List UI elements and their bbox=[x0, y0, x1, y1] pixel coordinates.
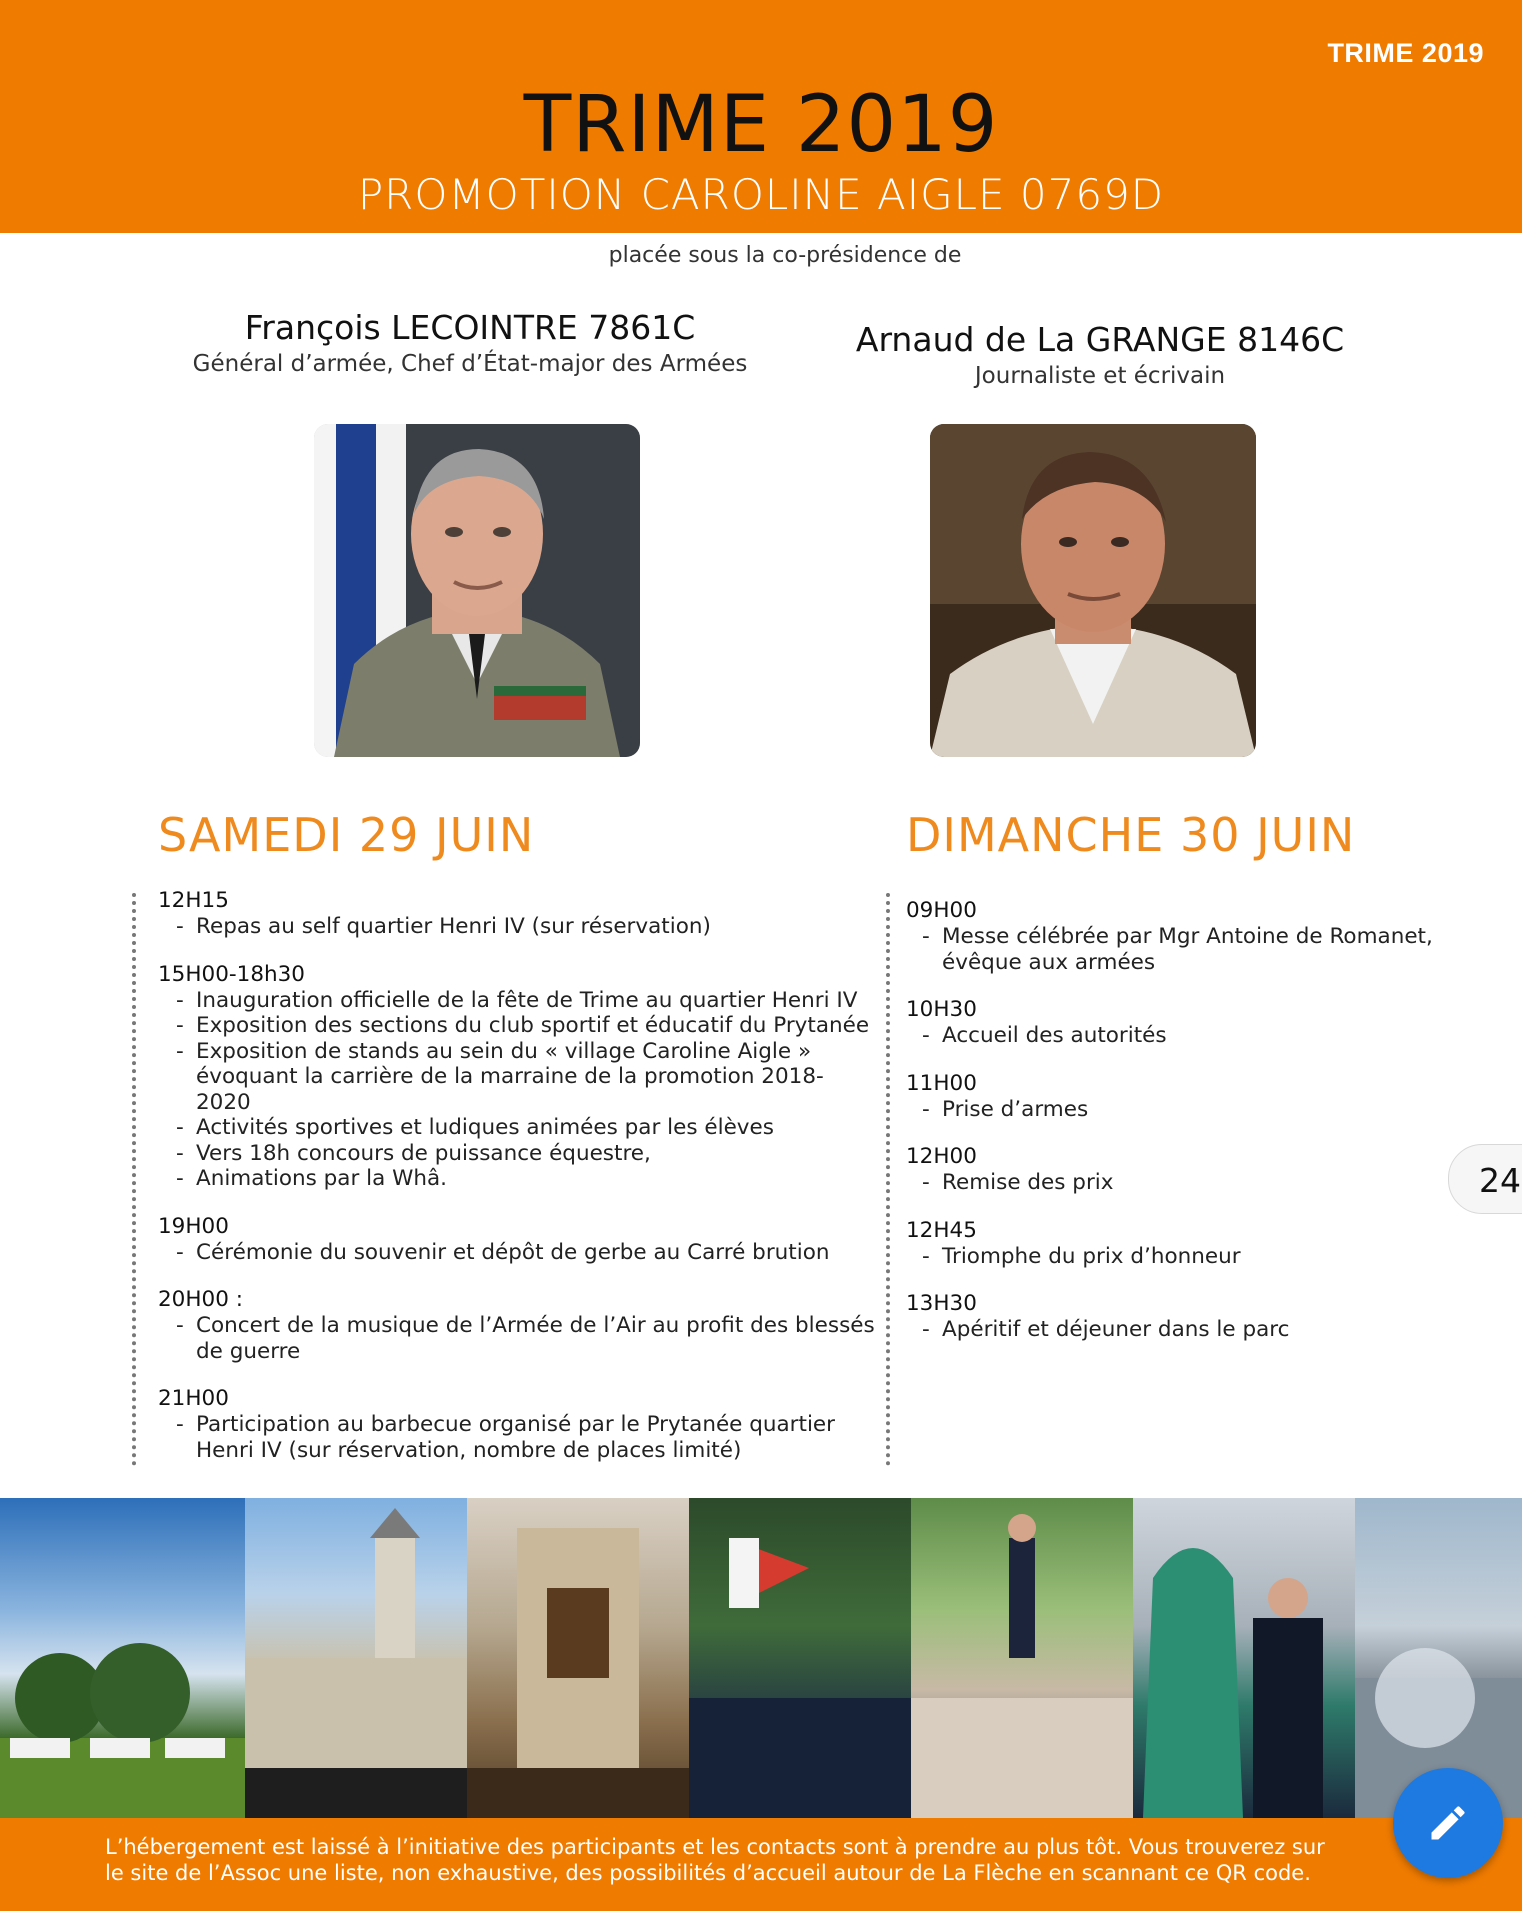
sunday-title: DIMANCHE 30 JUIN bbox=[906, 808, 1356, 862]
page-subtitle: PROMOTION CAROLINE AIGLE 0769D bbox=[357, 170, 1165, 219]
gallery-photo-statue bbox=[1133, 1498, 1355, 1818]
gallery-photo-chapel bbox=[245, 1498, 467, 1818]
schedule-item: - Cérémonie du souvenir et dépôt de gerbe au Carré brution bbox=[158, 1240, 878, 1266]
sunday-schedule bbox=[904, 898, 1464, 1365]
saturday-schedule bbox=[158, 888, 878, 1485]
person-de-la-grange bbox=[775, 320, 1425, 389]
schedule-block bbox=[158, 1214, 878, 1266]
page-number: 24 bbox=[1479, 1161, 1521, 1200]
schedule-block bbox=[904, 1218, 1464, 1270]
pencil-icon bbox=[1426, 1801, 1470, 1845]
schedule-item: - Exposition de stands au sein du « village Caroline Aigle » évoquant la carrière de la marraine de la promotion 2018-2020 bbox=[158, 1039, 856, 1116]
schedule-item: - Vers 18h concours de puissance équestre, bbox=[158, 1141, 878, 1167]
edit-button[interactable] bbox=[1393, 1768, 1503, 1878]
schedule-item: - Messe célébrée par Mgr Antoine de Romanet, évêque aux armées bbox=[904, 924, 1442, 975]
schedule-item: - Activités sportives et ludiques animées par les élèves bbox=[158, 1115, 878, 1141]
portrait-lecointre bbox=[314, 424, 640, 757]
schedule-time: 11H00 bbox=[906, 1070, 977, 1096]
schedule-time: 13H30 bbox=[906, 1291, 977, 1316]
schedule-item: - Accueil des autorités bbox=[904, 1023, 1464, 1049]
copresidence-text: placée sous la co-présidence de bbox=[608, 243, 962, 268]
schedule-block bbox=[158, 1386, 878, 1463]
schedule-item: - Exposition des sections du club sportif et éducatif du Prytanée bbox=[158, 1013, 878, 1039]
schedule-time: 20H00 : bbox=[158, 1287, 243, 1312]
person-role: Général d’armée, Chef d’État-major des Armées bbox=[192, 351, 748, 377]
schedule-item: - Triomphe du prix d’honneur bbox=[904, 1244, 1464, 1270]
footer-text: L’hébergement est laissé à l’initiative des participants et les contacts sont à prendre au plus tôt. Vous trouverez sur le site de l’Assoc une liste, non exhaustive, des possibilités d’accueil autour de La Flèche en scannant ce QR code. bbox=[105, 1835, 1325, 1885]
schedule-time: 19H00 bbox=[158, 1213, 229, 1239]
footer-banner bbox=[0, 1818, 1522, 1911]
portrait-de-la-grange bbox=[930, 424, 1256, 757]
person-role: Journaliste et écrivain bbox=[974, 363, 1226, 389]
header-banner bbox=[0, 0, 1522, 233]
page-number-tab[interactable] bbox=[1448, 1144, 1522, 1214]
person-name: Arnaud de La GRANGE 8146C bbox=[855, 320, 1345, 359]
person-name: François LECOINTRE 7861C bbox=[244, 308, 696, 347]
schedule-item: - Animations par la Whâ. bbox=[158, 1166, 878, 1192]
person-lecointre bbox=[150, 308, 790, 377]
corner-tag: TRIME 2019 bbox=[1327, 38, 1484, 68]
schedule-item: - Inauguration officielle de la fête de Trime au quartier Henri IV bbox=[158, 988, 878, 1014]
gallery-photo-parade-flag bbox=[689, 1498, 911, 1818]
schedule-block bbox=[158, 1287, 878, 1364]
schedule-block bbox=[904, 1144, 1464, 1196]
schedule-item: - Participation au barbecue organisé par le Prytanée quartier Henri IV (sur réservation, nombre de places limité) bbox=[158, 1412, 896, 1463]
schedule-item: - Remise des prix bbox=[904, 1170, 1464, 1196]
sunday-divider bbox=[886, 893, 890, 1466]
saturday-divider bbox=[132, 893, 136, 1466]
schedule-block bbox=[158, 888, 878, 940]
schedule-time: 12H00 bbox=[906, 1144, 977, 1169]
page-title: TRIME 2019 bbox=[523, 80, 999, 170]
gallery-photo-tents bbox=[0, 1498, 245, 1818]
schedule-block bbox=[158, 962, 878, 1192]
photo-gallery bbox=[0, 1498, 1522, 1818]
gallery-photo-altar bbox=[467, 1498, 689, 1818]
schedule-time: 12H15 bbox=[158, 888, 229, 913]
schedule-block bbox=[904, 1071, 1464, 1123]
schedule-time: 12H45 bbox=[906, 1217, 977, 1243]
schedule-item: - Prise d’armes bbox=[904, 1097, 1464, 1123]
schedule-item: - Repas au self quartier Henri IV (sur réservation) bbox=[158, 914, 878, 940]
schedule-time: 10H30 bbox=[906, 997, 977, 1022]
saturday-title: SAMEDI 29 JUIN bbox=[158, 808, 535, 862]
schedule-block bbox=[904, 997, 1464, 1049]
schedule-block bbox=[904, 1291, 1464, 1343]
schedule-item: - Apéritif et déjeuner dans le parc bbox=[904, 1317, 1464, 1343]
schedule-time: 09H00 bbox=[906, 898, 977, 923]
gallery-photo-triumph bbox=[911, 1498, 1133, 1818]
schedule-time: 15H00-18h30 bbox=[158, 961, 305, 987]
schedule-block bbox=[904, 898, 1464, 975]
schedule-item: - Concert de la musique de l’Armée de l’Air au profit des blessés de guerre bbox=[158, 1313, 876, 1364]
schedule-time: 21H00 bbox=[158, 1386, 229, 1411]
